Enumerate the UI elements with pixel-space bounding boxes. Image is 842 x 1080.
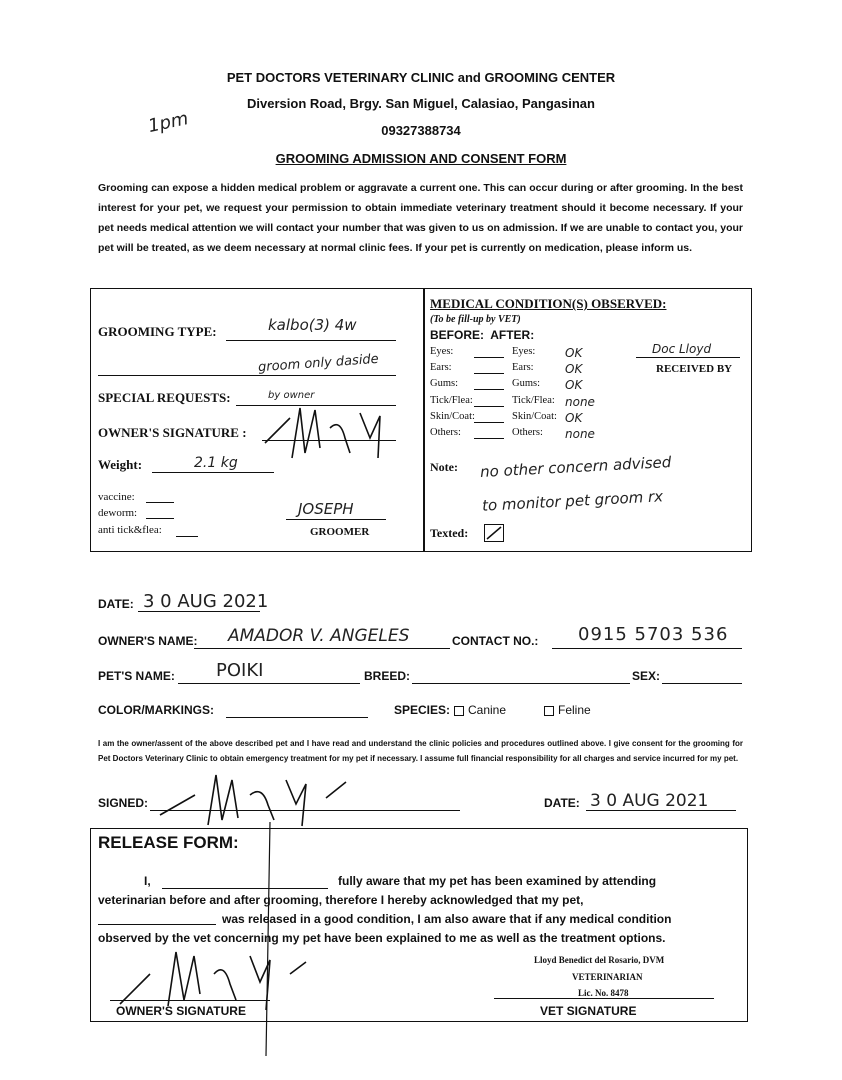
after-value-4[interactable]: OK — [565, 411, 583, 425]
after-value-5[interactable]: none — [565, 427, 595, 441]
release-title: RELEASE FORM: — [98, 833, 239, 852]
vet-stamp-license: Lic. No. 8478 — [578, 988, 629, 998]
weight-value[interactable]: 2.1 kg — [194, 455, 238, 471]
consent-text: I am the owner/assent of the above described pet and I have read and understand the clinic policies and procedures outlined above. I give consent for the grooming for Pet Doctors Veterinary Clinic to obtain emergency treatment for my pet if necessary. I assume full financial responsibility for all charges and service incurred for my pet. — [98, 739, 743, 763]
margin-note: 1pm — [146, 108, 191, 137]
feline-checkbox[interactable] — [544, 706, 554, 716]
special-requests-label: SPECIAL REQUESTS: — [98, 390, 231, 405]
before-after-header: BEFORE: AFTER: — [430, 328, 535, 342]
release-line1-start: I, — [144, 874, 151, 888]
after-label-1: Ears: — [512, 362, 534, 373]
release-line2: veterinarian before and after grooming, therefore I hereby acknowledged that my pet, — [98, 893, 584, 907]
groomer-name[interactable]: JOSEPH — [298, 500, 354, 518]
release-owner-signature-label: OWNER'S SIGNATURE — [116, 1004, 246, 1018]
before-label-4: Skin/Coat: — [430, 411, 475, 422]
owner-name-label: OWNER'S NAME: — [98, 634, 198, 648]
received-by-value[interactable]: Doc Lloyd — [652, 342, 712, 356]
date-label: DATE: — [98, 597, 134, 611]
owner-signature-label: OWNER'S SIGNATURE : — [98, 425, 247, 440]
special-requests-value[interactable]: by owner — [268, 390, 315, 401]
release-line1-end: fully aware that my pet has been examined by attending — [338, 874, 657, 888]
intro-paragraph: Grooming can expose a hidden medical problem or aggravate a current one. This can occur during or after grooming. In the best interest for your pet, we request your permission to obtain immediate veterinary treatment should it become necessary. If your pet needs medical attention we will contact your number that was given to us on admission. If we are unable to contact you, your pet will be treated, as we deem necessary at normal clinic fees. If your pet is currently on medication, please inform us. — [98, 182, 743, 254]
before-label-1: Ears: — [430, 362, 452, 373]
pet-name-label: PET'S NAME: — [98, 669, 175, 683]
consent-date-label: DATE: — [544, 796, 580, 810]
before-label-5: Others: — [430, 427, 461, 438]
release-line3: was released in a good condition, I am also aware that if any medical condition — [222, 912, 672, 926]
texted-label: Texted: — [430, 526, 469, 540]
species-label: SPECIES: — [394, 703, 451, 717]
release-line4: observed by the vet concerning my pet have been explained to me as well as the treatment options. — [98, 931, 666, 945]
vet-stamp-title: VETERINARIAN — [572, 972, 643, 982]
after-value-0[interactable]: OK — [565, 346, 583, 360]
consent-date-value[interactable]: 3 0 AUG 2021 — [590, 791, 709, 811]
canine-label: Canine — [468, 703, 507, 717]
weight-label: Weight: — [98, 457, 143, 472]
color-label: COLOR/MARKINGS: — [98, 703, 214, 717]
breed-label: BREED: — [364, 669, 411, 683]
signed-label: SIGNED: — [98, 796, 149, 810]
vaccine-label: vaccine: — [98, 491, 135, 503]
box-divider — [423, 288, 425, 552]
grooming-type-label: GROOMING TYPE: — [98, 324, 217, 339]
after-label-5: Others: — [512, 427, 543, 438]
texted-checkbox[interactable] — [484, 524, 504, 542]
received-by-label: RECEIVED BY — [656, 363, 733, 375]
species-canine-option[interactable] — [454, 703, 506, 717]
groomer-label: GROOMER — [310, 526, 370, 538]
before-label-3: Tick/Flea: — [430, 395, 473, 406]
clinic-address: Diversion Road, Brgy. San Miguel, Calasiao, Pangasinan — [247, 96, 595, 111]
contact-label: CONTACT NO.: — [452, 634, 539, 648]
release-vet-signature-label: VET SIGNATURE — [540, 1004, 637, 1018]
feline-label: Feline — [558, 703, 591, 717]
before-label-2: Gums: — [430, 378, 459, 389]
before-label-0: Eyes: — [430, 346, 454, 357]
after-label-4: Skin/Coat: — [512, 411, 557, 422]
medical-subtitle: (To be fill-up by VET) — [430, 314, 521, 325]
note-line-2[interactable]: to monitor pet groom rx — [481, 487, 664, 515]
owner-signature-scribble — [260, 398, 400, 468]
date-value[interactable]: 3 0 AUG 2021 — [143, 591, 269, 612]
grooming-type-value[interactable]: kalbo(3) 4w — [268, 316, 357, 334]
form-title: GROOMING ADMISSION AND CONSENT FORM — [275, 151, 567, 166]
medical-title: MEDICAL CONDITION(S) OBSERVED: — [430, 296, 667, 311]
clinic-name: PET DOCTORS VETERINARY CLINIC and GROOMING CENTER — [226, 70, 616, 85]
after-value-2[interactable]: OK — [565, 378, 583, 392]
species-feline-option[interactable] — [544, 703, 591, 717]
antitick-label: anti tick&flea: — [98, 524, 162, 536]
check-mark-icon — [485, 525, 503, 541]
owner-name-value[interactable]: AMADOR V. ANGELES — [228, 626, 410, 646]
deworm-label: deworm: — [98, 507, 138, 519]
clinic-phone: 09327388734 — [381, 123, 461, 138]
note-label: Note: — [430, 460, 458, 474]
contact-value[interactable]: 0915 5703 536 — [578, 624, 729, 645]
vet-stamp-name: Lloyd Benedict del Rosario, DVM — [534, 955, 665, 965]
after-label-2: Gums: — [512, 378, 541, 389]
sex-label: SEX: — [632, 669, 661, 683]
after-value-1[interactable]: OK — [565, 362, 583, 376]
note-line-1[interactable]: no other concern advised — [479, 453, 672, 481]
consent-signature-scribble — [150, 770, 370, 830]
pet-name-value[interactable]: POIKI — [216, 660, 264, 681]
after-label-0: Eyes: — [512, 346, 536, 357]
after-label-3: Tick/Flea: — [512, 395, 555, 406]
grooming-type-value-2[interactable]: groom only daside — [257, 351, 380, 376]
after-value-3[interactable]: none — [565, 395, 595, 409]
pen-stroke — [262, 820, 274, 1060]
canine-checkbox[interactable] — [454, 706, 464, 716]
